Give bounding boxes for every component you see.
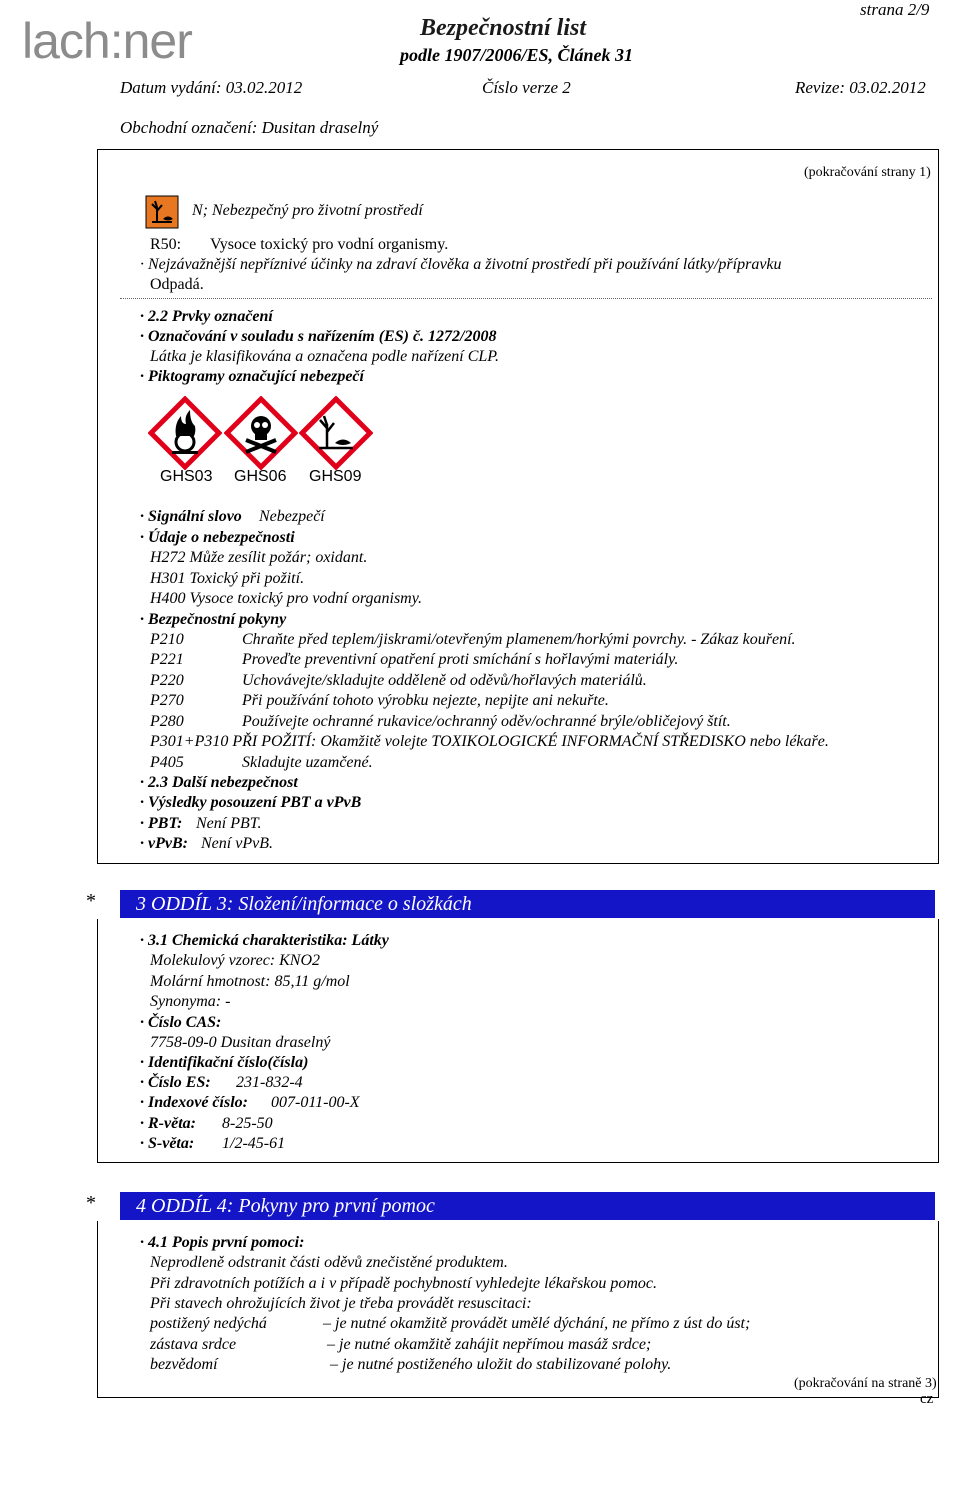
- first-aid-action: – je nutné okamžitě provádět umělé dýchání, ne přímo z úst do úst;: [323, 1315, 751, 1332]
- precaution-code: P270: [150, 692, 184, 709]
- pictogram-label-ghs09: GHS09: [309, 468, 362, 485]
- skull-crossbones-icon: [224, 396, 298, 470]
- precaution-text: Při používání tohoto výrobku nejezte, nepijte ani nekuřte.: [242, 692, 609, 709]
- issue-date: Datum vydání: 03.02.2012: [120, 78, 303, 97]
- first-aid-text: Při zdravotních potížích a i v případě pochybností vyhledejte lékařskou pomoc.: [150, 1275, 657, 1292]
- precaution-text: Uchovávejte/skladujte odděleně od oděvů/hořlavých materiálů.: [242, 672, 647, 689]
- signal-word: Nebezpečí: [259, 508, 325, 525]
- continued-note: (pokračování na straně 3): [794, 1376, 937, 1391]
- revision-date: Revize: 03.02.2012: [795, 78, 926, 97]
- precautions-heading: · Bezpečnostní pokyny: [140, 611, 287, 628]
- first-aid-condition: postižený nedýchá: [150, 1315, 267, 1332]
- hazard-symbol-text: N; Nebezpečný pro životní prostředí: [192, 202, 423, 219]
- precaution-code: P280: [150, 713, 184, 730]
- cas-label: · Číslo CAS:: [140, 1014, 222, 1031]
- precaution-text: Skladujte uzamčené.: [242, 754, 373, 771]
- r-phrase-value: 8-25-50: [222, 1115, 273, 1132]
- environment-hazard-icon: [145, 195, 179, 229]
- es-value: 231-832-4: [236, 1074, 303, 1091]
- first-aid-text: Neprodleně odstranit části oděvů znečistěné produktem.: [150, 1254, 508, 1271]
- pbt-label: · PBT:: [140, 815, 183, 832]
- clp-text: Látka je klasifikována a označena podle nařízení CLP.: [150, 348, 500, 365]
- environment-icon: [299, 396, 373, 470]
- effects-text: Odpadá.: [150, 276, 204, 293]
- company-logo: lach:ner: [22, 13, 192, 69]
- r50-code: R50:: [150, 236, 182, 253]
- section-4-1-heading: · 4.1 Popis první pomoci:: [140, 1234, 305, 1251]
- vpvb-value: Není vPvB.: [201, 835, 273, 852]
- document-title: Bezpečnostní list: [420, 15, 587, 41]
- clp-heading: · Označování v souladu s nařízením (ES) č. 1272/2008: [140, 328, 497, 345]
- first-aid-action: – je nutné okamžitě zahájit nepřímou masáž srdce;: [327, 1336, 652, 1353]
- section-3-1-heading: · 3.1 Chemická charakteristika: Látky: [140, 932, 389, 949]
- synonyms: Synonyma: -: [150, 993, 231, 1010]
- flame-over-circle-icon: [148, 396, 222, 470]
- precaution-code: P405: [150, 754, 184, 771]
- document-subtitle: podle 1907/2006/ES, Článek 31: [400, 45, 634, 65]
- pictograms-heading: · Piktogramy označující nebezpečí: [140, 368, 364, 385]
- pbt-heading: · Výsledky posouzení PBT a vPvB: [140, 794, 362, 811]
- pbt-value: Není PBT.: [196, 815, 262, 832]
- precaution-text: Proveďte preventivní opatření proti smíchání s hořlavými materiály.: [242, 651, 679, 668]
- section-2-3-heading: · 2.3 Další nebezpečnost: [140, 774, 298, 791]
- molecular-formula: Molekulový vzorec: KNO2: [150, 952, 321, 969]
- precaution-code: P220: [150, 672, 184, 689]
- precaution-code: P221: [150, 651, 184, 668]
- first-aid-action: – je nutné postiženého uložit do stabilizované polohy.: [330, 1356, 672, 1373]
- s-phrase-label: · S-věta:: [140, 1135, 195, 1152]
- divider: [120, 298, 932, 299]
- trade-name: Obchodní označení: Dusitan draselný: [120, 118, 379, 137]
- index-value: 007-011-00-X: [271, 1094, 360, 1111]
- section-4-header: 4 ODDÍL 4: Pokyny pro první pomoc: [120, 1192, 935, 1220]
- pictogram-label-ghs06: GHS06: [234, 468, 287, 485]
- vpvb-label: · vPvB:: [140, 835, 188, 852]
- change-marker: *: [86, 890, 96, 912]
- identification-heading: · Identifikační číslo(čísla): [140, 1054, 309, 1071]
- section-2-2-heading: · 2.2 Prvky označení: [140, 308, 273, 325]
- first-aid-condition: zástava srdce: [150, 1336, 237, 1353]
- index-label: · Indexové číslo:: [140, 1094, 248, 1111]
- hazard-statements-heading: · Údaje o nebezpečnosti: [140, 529, 295, 546]
- effects-heading: · Nejzávažnější nepříznivé účinky na zdraví člověka a životní prostředí při používání látky/přípravku: [140, 256, 782, 273]
- r50-text: Vysoce toxický pro vodní organismy.: [210, 236, 449, 253]
- hazard-statement: H301 Toxický při požití.: [150, 570, 305, 587]
- language-code: cz: [920, 1391, 934, 1407]
- precaution-text: Chraňte před teplem/jiskrami/otevřeným plamenem/horkými povrchy. - Zákaz kouření.: [242, 631, 796, 648]
- precaution-text: Používejte ochranné rukavice/ochranný oděv/ochranné brýle/obličejový štít.: [242, 713, 731, 730]
- hazard-statement: H272 Může zesílit požár; oxidant.: [150, 549, 368, 566]
- es-label: · Číslo ES:: [140, 1074, 211, 1091]
- version-number: Číslo verze 2: [482, 78, 571, 97]
- page-number: strana 2/9: [860, 0, 930, 19]
- change-marker: *: [86, 1192, 96, 1214]
- hazard-statement: H400 Vysoce toxický pro vodní organismy.: [150, 590, 422, 607]
- precaution-code: P210: [150, 631, 184, 648]
- pictogram-label-ghs03: GHS03: [160, 468, 213, 485]
- s-phrase-value: 1/2-45-61: [222, 1135, 286, 1152]
- signal-word-label: · Signální slovo: [140, 508, 242, 525]
- first-aid-text: Při stavech ohrožujících život je třeba provádět resuscitaci:: [150, 1295, 532, 1312]
- continued-note: (pokračování strany 1): [804, 165, 931, 180]
- cas-value: 7758-09-0 Dusitan draselný: [150, 1034, 331, 1051]
- precaution-p301: P301+P310 PŘI POŽITÍ: Okamžitě volejte TOXIKOLOGICKÉ INFORMAČNÍ STŘEDISKO nebo lékaře.: [150, 733, 829, 750]
- r-phrase-label: · R-věta:: [140, 1115, 196, 1132]
- molar-mass: Molární hmotnost: 85,11 g/mol: [150, 973, 350, 990]
- first-aid-condition: bezvědomí: [150, 1356, 218, 1373]
- section-3-header: 3 ODDÍL 3: Složení/informace o složkách: [120, 890, 935, 918]
